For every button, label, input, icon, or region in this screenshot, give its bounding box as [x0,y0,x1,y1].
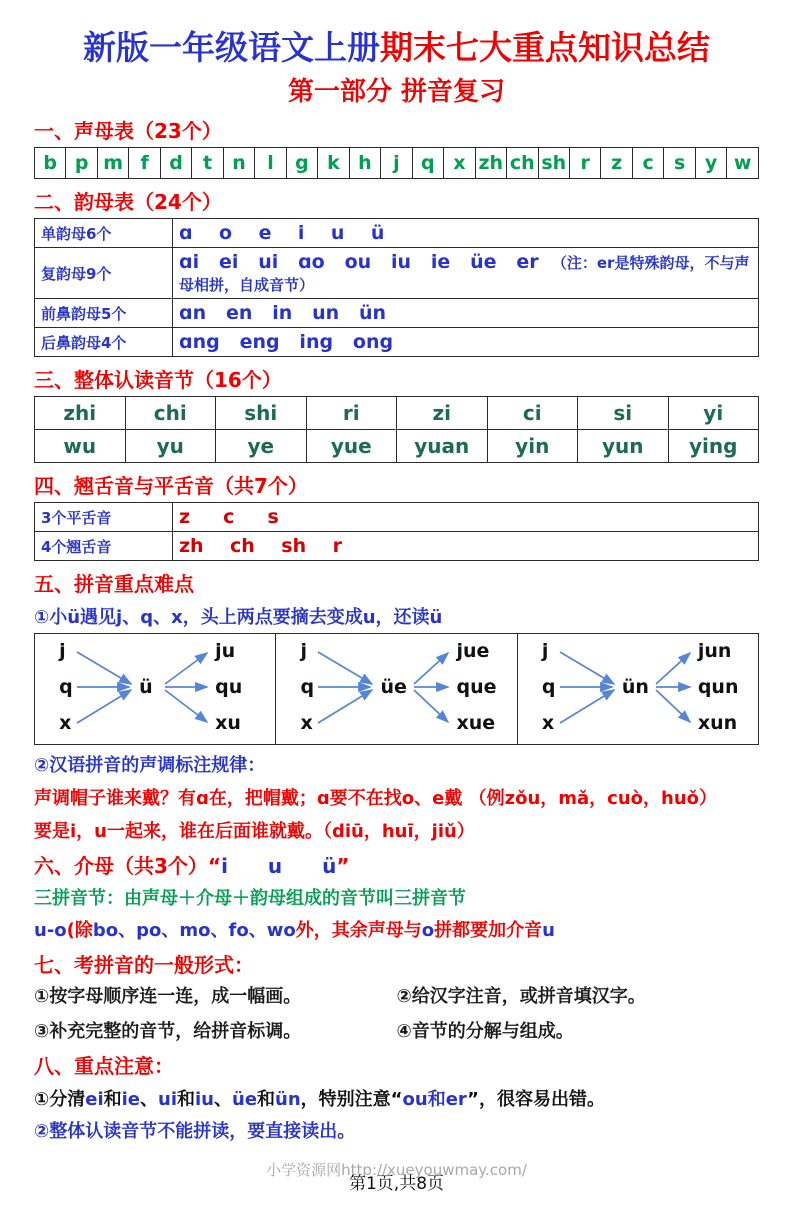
section-6-heading [34,850,759,879]
text-segment: o [421,920,435,941]
diagram-letter: j [300,640,307,662]
document-page [34,22,759,1205]
syllable-cell: zhi [35,397,126,430]
text-segment: iu [195,1089,214,1110]
row-content: ɑng eng ing ong [173,328,759,357]
table-row [35,299,759,328]
initial-cell: ch [507,148,538,179]
text-segment: 外，其余声母与 [295,920,422,941]
diagram-cell [276,634,517,744]
exam-forms-list [34,982,759,1043]
diagram-letter: j [541,640,549,662]
page-number: 第1页,共8页 [348,1174,445,1194]
row-content: zh ch sh r [173,532,759,561]
syllable-cell: shi [216,397,307,430]
initial-cell: b [35,148,66,179]
tongue-sounds-table [34,502,759,561]
initial-cell: zh [475,148,506,179]
diagram-letter: x [59,712,72,734]
tone-rule-line-2: 要是i，u一起来，谁在后面谁就戴。（diū，huī，jiǔ） [34,821,475,842]
diagram-panel-jun [530,640,746,738]
syllable-cell: yun [578,430,669,463]
list-item: ②给汉字注音，或拼音填汉字。 [396,986,646,1007]
key-note-line-2: ②整体认读音节不能拼读，要直接读出。 [34,1121,356,1142]
initial-cell: c [632,148,663,179]
list-item: ④音节的分解与组成。 [396,1021,574,1042]
table-row [35,532,759,561]
syllable-cell: yu [125,430,216,463]
initial-cell: q [412,148,443,179]
diagram-result: qun [697,676,739,698]
row-label: 复韵母9个 [35,248,173,299]
initial-cell: x [444,148,475,179]
page-footer [34,1155,759,1205]
section-8-heading: 八、重点注意： [34,1054,174,1078]
text-segment: 、 [140,1089,159,1110]
initial-cell: f [129,148,160,179]
initial-cell: n [223,148,254,179]
initial-cell: j [381,148,412,179]
section-4-heading: 四、翘舌音与平舌音（共7个） [34,474,308,498]
text-segment: 拼都要加介音 [434,920,543,941]
row-content: ɑ o e i u ü [173,219,759,248]
syllable-cell: yi [668,397,759,430]
row-label: 前鼻韵母5个 [35,299,173,328]
initial-cell: y [695,148,726,179]
three-pinyin-syllable-text: 三拼音节：由声母＋介母＋韵母组成的音节叫三拼音节 [34,888,466,909]
section-1-heading: 一、声母表（23个） [34,119,222,143]
syllable-cell: yuan [397,430,488,463]
diagram-letter: q [541,676,556,698]
diagram-letter: q [59,676,73,698]
u-o-rule-text [34,916,759,942]
text-segment: 六、介母（共3个） [34,854,208,878]
syllable-cell: ri [306,397,397,430]
text-segment: bo、po、mo、fo、wo [92,920,296,941]
u-umlaut-rule-diagram [34,633,759,745]
syllables-row [35,397,759,430]
diagram-result: que [456,676,497,698]
text-segment: i u ü [221,854,337,878]
text-segment: ，特别注意“ [300,1089,403,1110]
initial-cell: d [160,148,191,179]
key-note-line-1 [34,1085,759,1111]
text-segment: 和 [103,1089,122,1110]
watermark-text: 小学资源网http://xueyouwmay.com/ [266,1161,527,1179]
text-segment: ie [121,1089,141,1110]
text-segment: （注：er是特殊韵母，不与声母相拼，自成音节） [179,254,750,294]
section-2-heading: 二、韵母表（24个） [34,190,222,214]
text-segment: 和 [257,1089,276,1110]
text-segment: ui [158,1089,178,1110]
diagram-result: qu [215,676,243,698]
diagram-result: ju [215,640,236,662]
row-label: 3个平舌音 [35,503,173,532]
text-segment: 和 [177,1089,196,1110]
diagram-letter: x [300,712,313,734]
initial-cell: p [66,148,97,179]
tone-rule-heading: ②汉语拼音的声调标注规律： [34,755,266,776]
diagram-letter: x [541,712,555,734]
initial-cell: h [349,148,380,179]
whole-syllables-table [34,396,759,463]
diagram-panel-ju [47,640,263,738]
diagram-cell [35,634,276,744]
initial-cell: r [569,148,600,179]
row-label: 后鼻韵母4个 [35,328,173,357]
text-segment: u-o [34,920,67,941]
row-content: ɑn en in un ün [173,299,759,328]
diagram-result: xue [456,712,496,734]
list-item: ③补充完整的音节，给拼音标调。 [34,1021,302,1042]
diagram-panel-jue [288,640,504,738]
text-segment: ɑi ei ui ɑo ou iu ie üe er [179,251,552,273]
initials-row [35,148,759,179]
initial-cell: l [255,148,286,179]
section-5-heading: 五、拼音重点难点 [34,572,194,596]
text-segment: ou和er [402,1089,468,1110]
syllable-cell: yin [487,430,578,463]
initial-cell: z [601,148,632,179]
diagram-vowel: ün [621,676,649,698]
initial-cell: sh [538,148,569,179]
initial-cell: w [727,148,759,179]
initial-cell: k [318,148,349,179]
text-segment: (除 [66,920,93,941]
row-label: 单韵母6个 [35,219,173,248]
text-segment: “ [207,854,222,878]
initials-table [34,147,759,179]
text-segment: ”，很容易出错。 [467,1089,605,1110]
finals-table [34,218,759,357]
text-segment: ①分清 [34,1089,86,1110]
section-7-heading: 七、考拼音的一般形式： [34,953,254,977]
syllable-cell: wu [35,430,126,463]
diagram-result: jue [456,640,490,662]
diagram-cell [518,634,758,744]
initial-cell: s [664,148,695,179]
table-row [35,219,759,248]
syllable-cell: chi [125,397,216,430]
table-row [35,248,759,299]
title-part-red: 期末七大重点知识总结 [380,28,710,67]
syllable-cell: si [578,397,669,430]
row-content [173,248,759,299]
text-segment: ün [275,1089,301,1110]
syllable-cell: ying [668,430,759,463]
table-row [35,503,759,532]
page-title [34,22,759,69]
text-segment: ei [85,1089,104,1110]
initial-cell: m [97,148,128,179]
syllable-cell: yue [306,430,397,463]
syllable-cell: ye [216,430,307,463]
diagram-result: xu [215,712,241,734]
diagram-letter: q [300,676,315,698]
initial-cell: t [192,148,223,179]
text-segment: u [542,920,555,941]
syllables-row [35,430,759,463]
title-part-blue: 新版一年级语文上册 [83,28,380,67]
syllable-cell: zi [397,397,488,430]
diagram-result: xun [697,712,738,734]
tone-rule-line-1: 声调帽子谁来戴？有ɑ在，把帽戴；ɑ要不在找o、e戴 （例zǒu，mǎ，cuò，huǒ） [34,788,718,809]
list-item: ①按字母顺序连一连，成一幅画。 [34,986,302,1007]
diagram-vowel: üe [380,676,407,698]
section-3-heading: 三、整体认读音节（16个） [34,368,282,392]
diagram-letter: j [59,640,66,662]
u-umlaut-rule-text: ①小ü遇见j、q、x，头上两点要摘去变成u，还读ü [34,607,443,628]
text-segment: üe [232,1089,258,1110]
syllable-cell: ci [487,397,578,430]
diagram-vowel: ü [139,676,153,698]
table-row [35,328,759,357]
page-subtitle: 第一部分 拼音复习 [287,77,506,107]
initial-cell: g [286,148,317,179]
row-content: z c s [173,503,759,532]
text-segment: 、 [214,1089,232,1110]
diagram-result: jun [697,640,732,662]
text-segment: ” [336,854,350,878]
row-label: 4个翘舌音 [35,532,173,561]
